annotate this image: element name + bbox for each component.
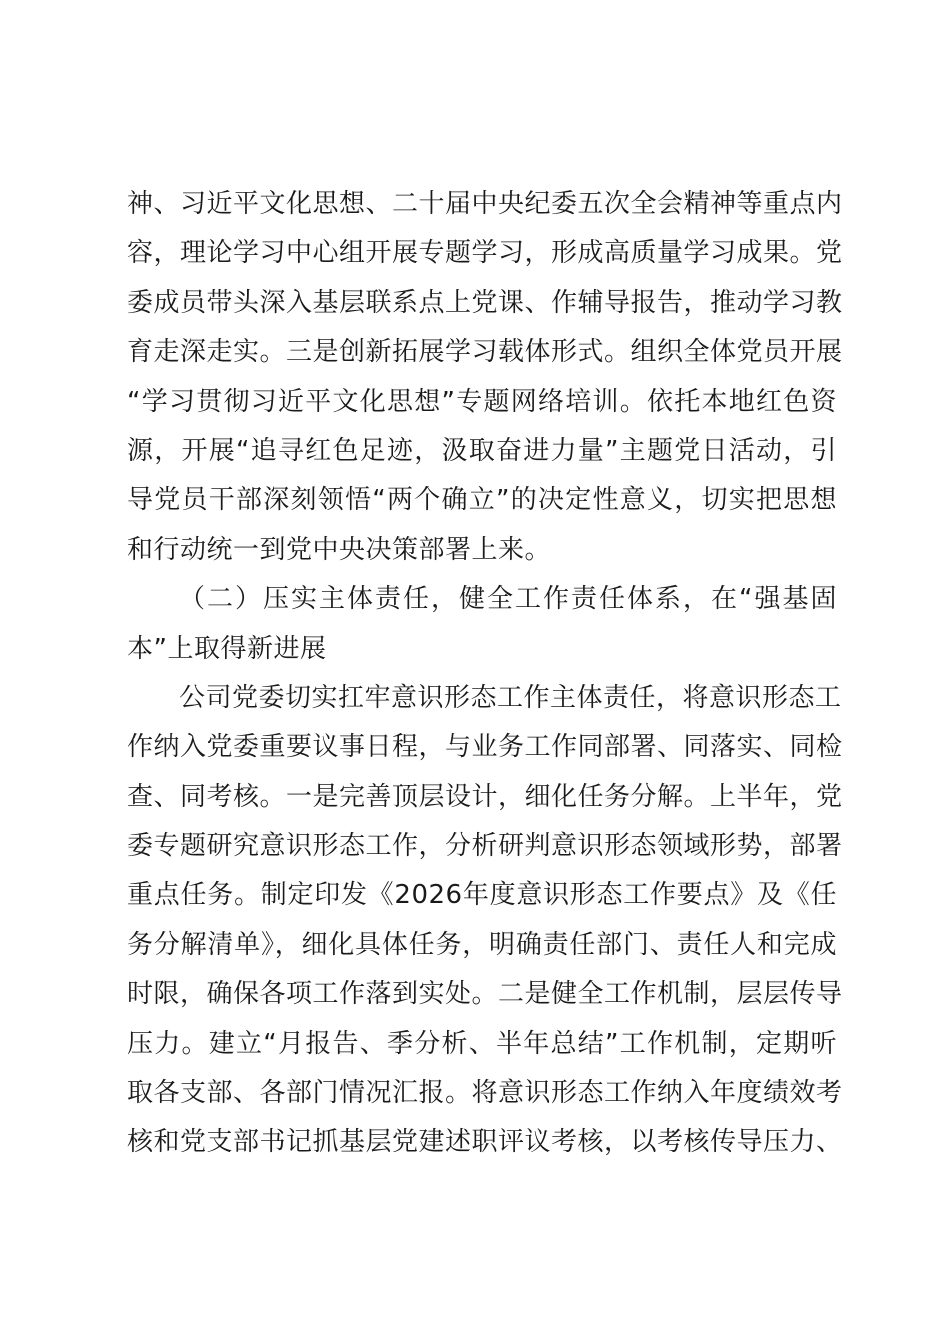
text-line: 取各支部、各部门情况汇报。将意识形态工作纳入年度绩效考 (127, 1078, 843, 1109)
section-heading-line: （二）压实主体责任，健全工作责任体系，在“强基固 (179, 584, 837, 615)
text-line: 源，开展“追寻红色足迹，汲取奋进力量”主题党日活动，引 (127, 435, 837, 466)
text-line: 务分解清单》，细化具体任务，明确责任部门、责任人和完成 (127, 929, 837, 960)
text-line: 压力。建立“月报告、季分析、半年总结”工作机制，定期听 (127, 1028, 837, 1059)
text-line: 委成员带头深入基层联系点上党课、作辅导报告，推动学习教 (127, 287, 843, 318)
text-line: 委专题研究意识形态工作，分析研判意识形态领域形势，部署 (127, 831, 843, 862)
text-line: 公司党委切实扛牢意识形态工作主体责任，将意识形态工 (179, 682, 842, 713)
text-line: 容，理论学习中心组开展专题学习，形成高质量学习成果。党 (127, 238, 843, 269)
text-line: 核和党支部书记抓基层党建述职评议考核，以考核传导压力、 (127, 1127, 843, 1158)
text-line: 和行动统一到党中央决策部署上来。 (127, 534, 552, 565)
text-line: 导党员干部深刻领悟“两个确立”的决定性意义，切实把思想 (127, 485, 837, 516)
text-line: 重点任务。制定印发《2026年度意识形态工作要点》及《任 (127, 880, 837, 911)
text-line: “学习贯彻习近平文化思想”专题网络培训。依托本地红色资 (127, 386, 837, 417)
text-line: 查、同考核。一是完善顶层设计，细化任务分解。上半年，党 (127, 781, 843, 812)
text-line: 作纳入党委重要议事日程，与业务工作同部署、同落实、同检 (127, 732, 843, 763)
text-line: 神、习近平文化思想、二十届中央纪委五次全会精神等重点内 (127, 189, 843, 219)
text-line: 育走深走实。三是创新拓展学习载体形式。组织全体党员开展 (127, 337, 843, 368)
section-heading-line: 本”上取得新进展 (127, 633, 327, 664)
text-line: 时限，确保各项工作落到实处。二是健全工作机制，层层传导 (127, 979, 843, 1010)
document-body (127, 180, 843, 1168)
